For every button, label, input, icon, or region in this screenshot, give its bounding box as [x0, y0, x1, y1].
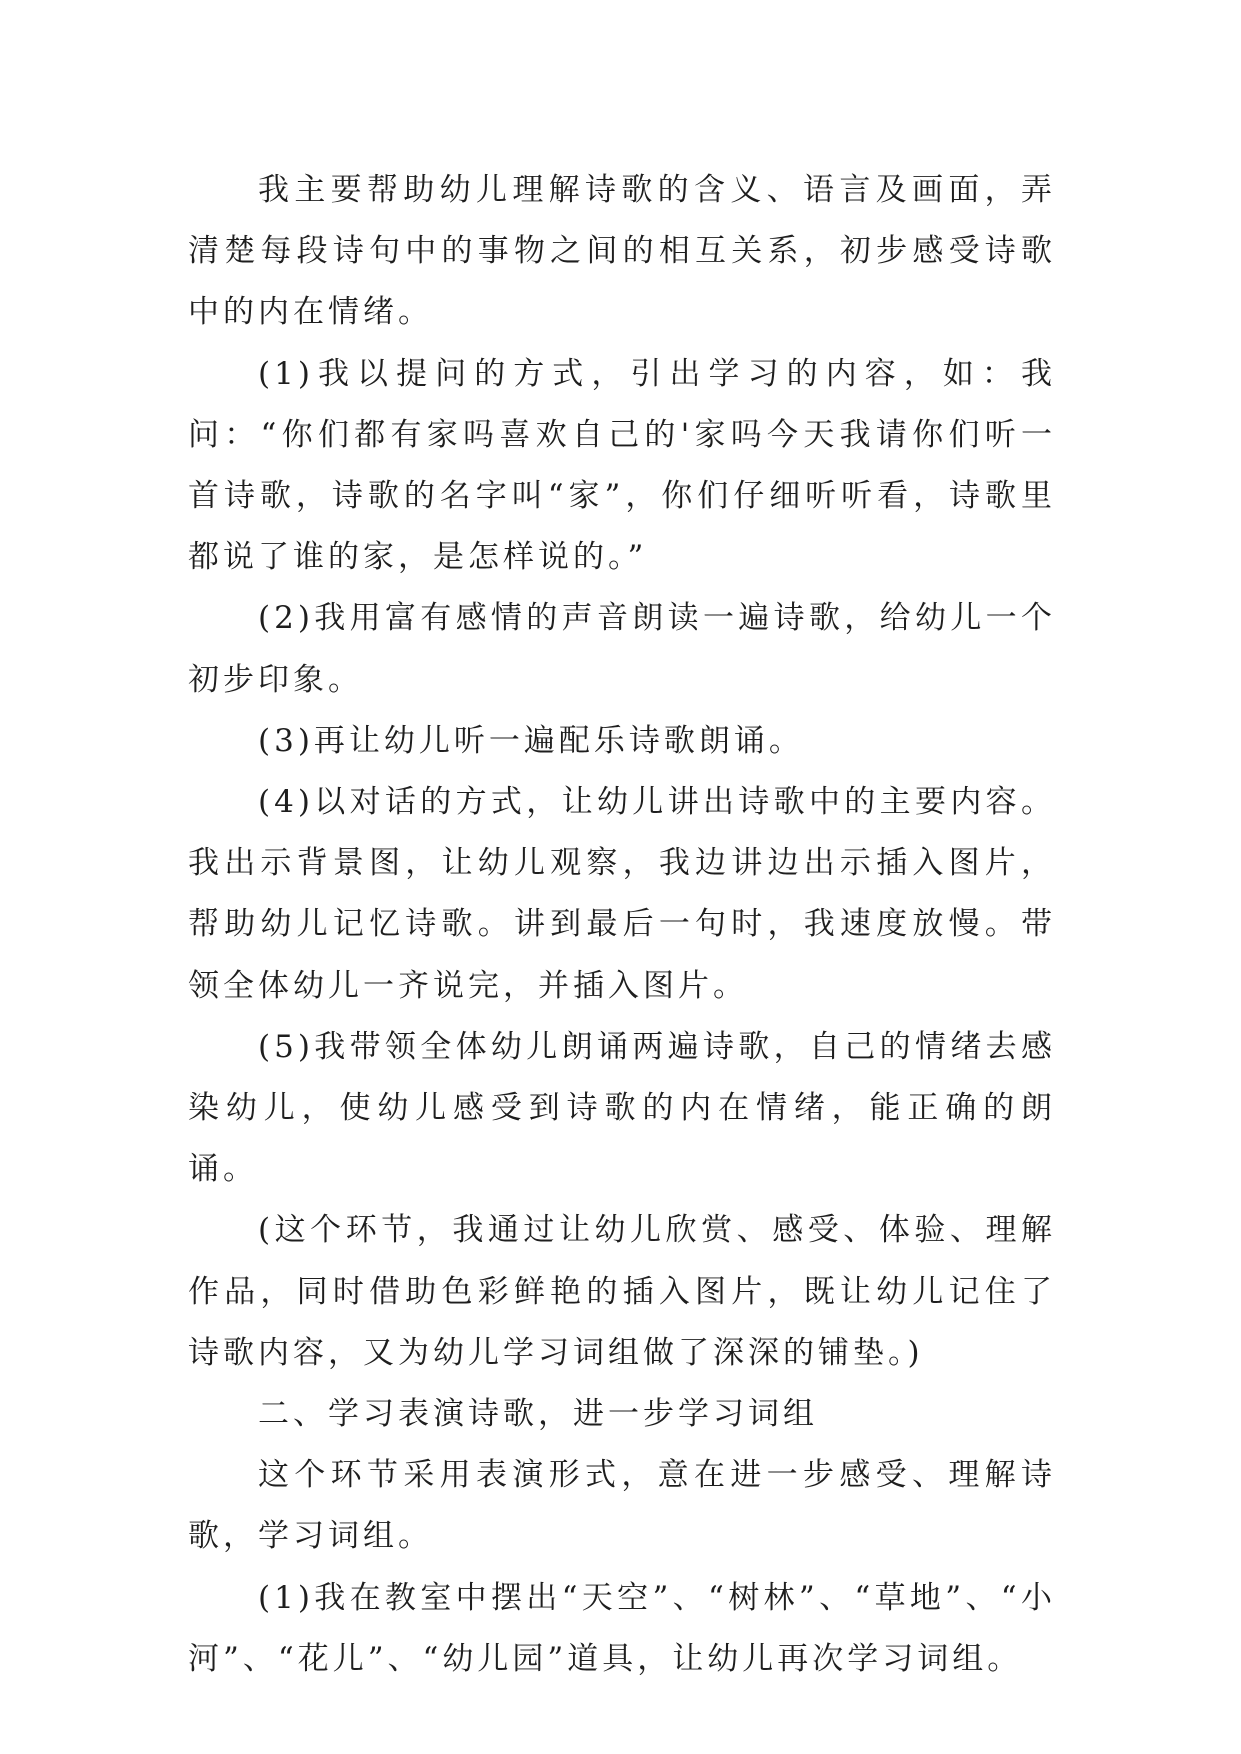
paragraph-step-3: (3)再让幼儿听一遍配乐诗歌朗诵。	[258, 722, 804, 759]
paragraph-note: (这个环节，我通过让幼儿欣赏、感受、体验、理解作品，同时借助色彩鲜艳的插入图片，既让幼儿记住了诗歌内容，又为幼儿学习词组做了深深的铺垫。)	[188, 1212, 1056, 1371]
paragraph-intro: 我主要帮助幼儿理解诗歌的含义、语言及画面，弄清楚每段诗句中的事物之间的相互关系，初步感受诗歌中的内在情绪。	[188, 172, 1056, 331]
section-heading: 二、学习表演诗歌，进一步学习词组	[258, 1396, 818, 1433]
paragraph-step-2: (2)我用富有感情的声音朗读一遍诗歌，给幼儿一个初步印象。	[188, 600, 1056, 698]
paragraph-section-intro: 这个环节采用表演形式，意在进一步感受、理解诗歌，学习词组。	[188, 1457, 1056, 1555]
document-body	[188, 160, 1056, 1690]
paragraph-section-step-1: (1)我在教室中摆出“天空”、“树林”、“草地”、“小河”、“花儿”、“幼儿园”道具，让幼儿再次学习词组。	[188, 1579, 1056, 1677]
paragraph-step-1: (1)我以提问的方式，引出学习的内容，如：我问：“你们都有家吗喜欢自己的'家吗今天我请你们听一首诗歌，诗歌的名字叫“家”，你们仔细听听看，诗歌里都说了谁的家，是怎样说的。”	[188, 355, 1056, 576]
paragraph-step-4: (4)以对话的方式，让幼儿讲出诗歌中的主要内容。我出示背景图，让幼儿观察，我边讲边出示插入图片，帮助幼儿记忆诗歌。讲到最后一句时，我速度放慢。带领全体幼儿一齐说完，并插入图片。	[188, 784, 1056, 1004]
paragraph-step-5: (5)我带领全体幼儿朗诵两遍诗歌，自己的情绪去感染幼儿，使幼儿感受到诗歌的内在情绪，能正确的朗诵。	[188, 1028, 1056, 1188]
